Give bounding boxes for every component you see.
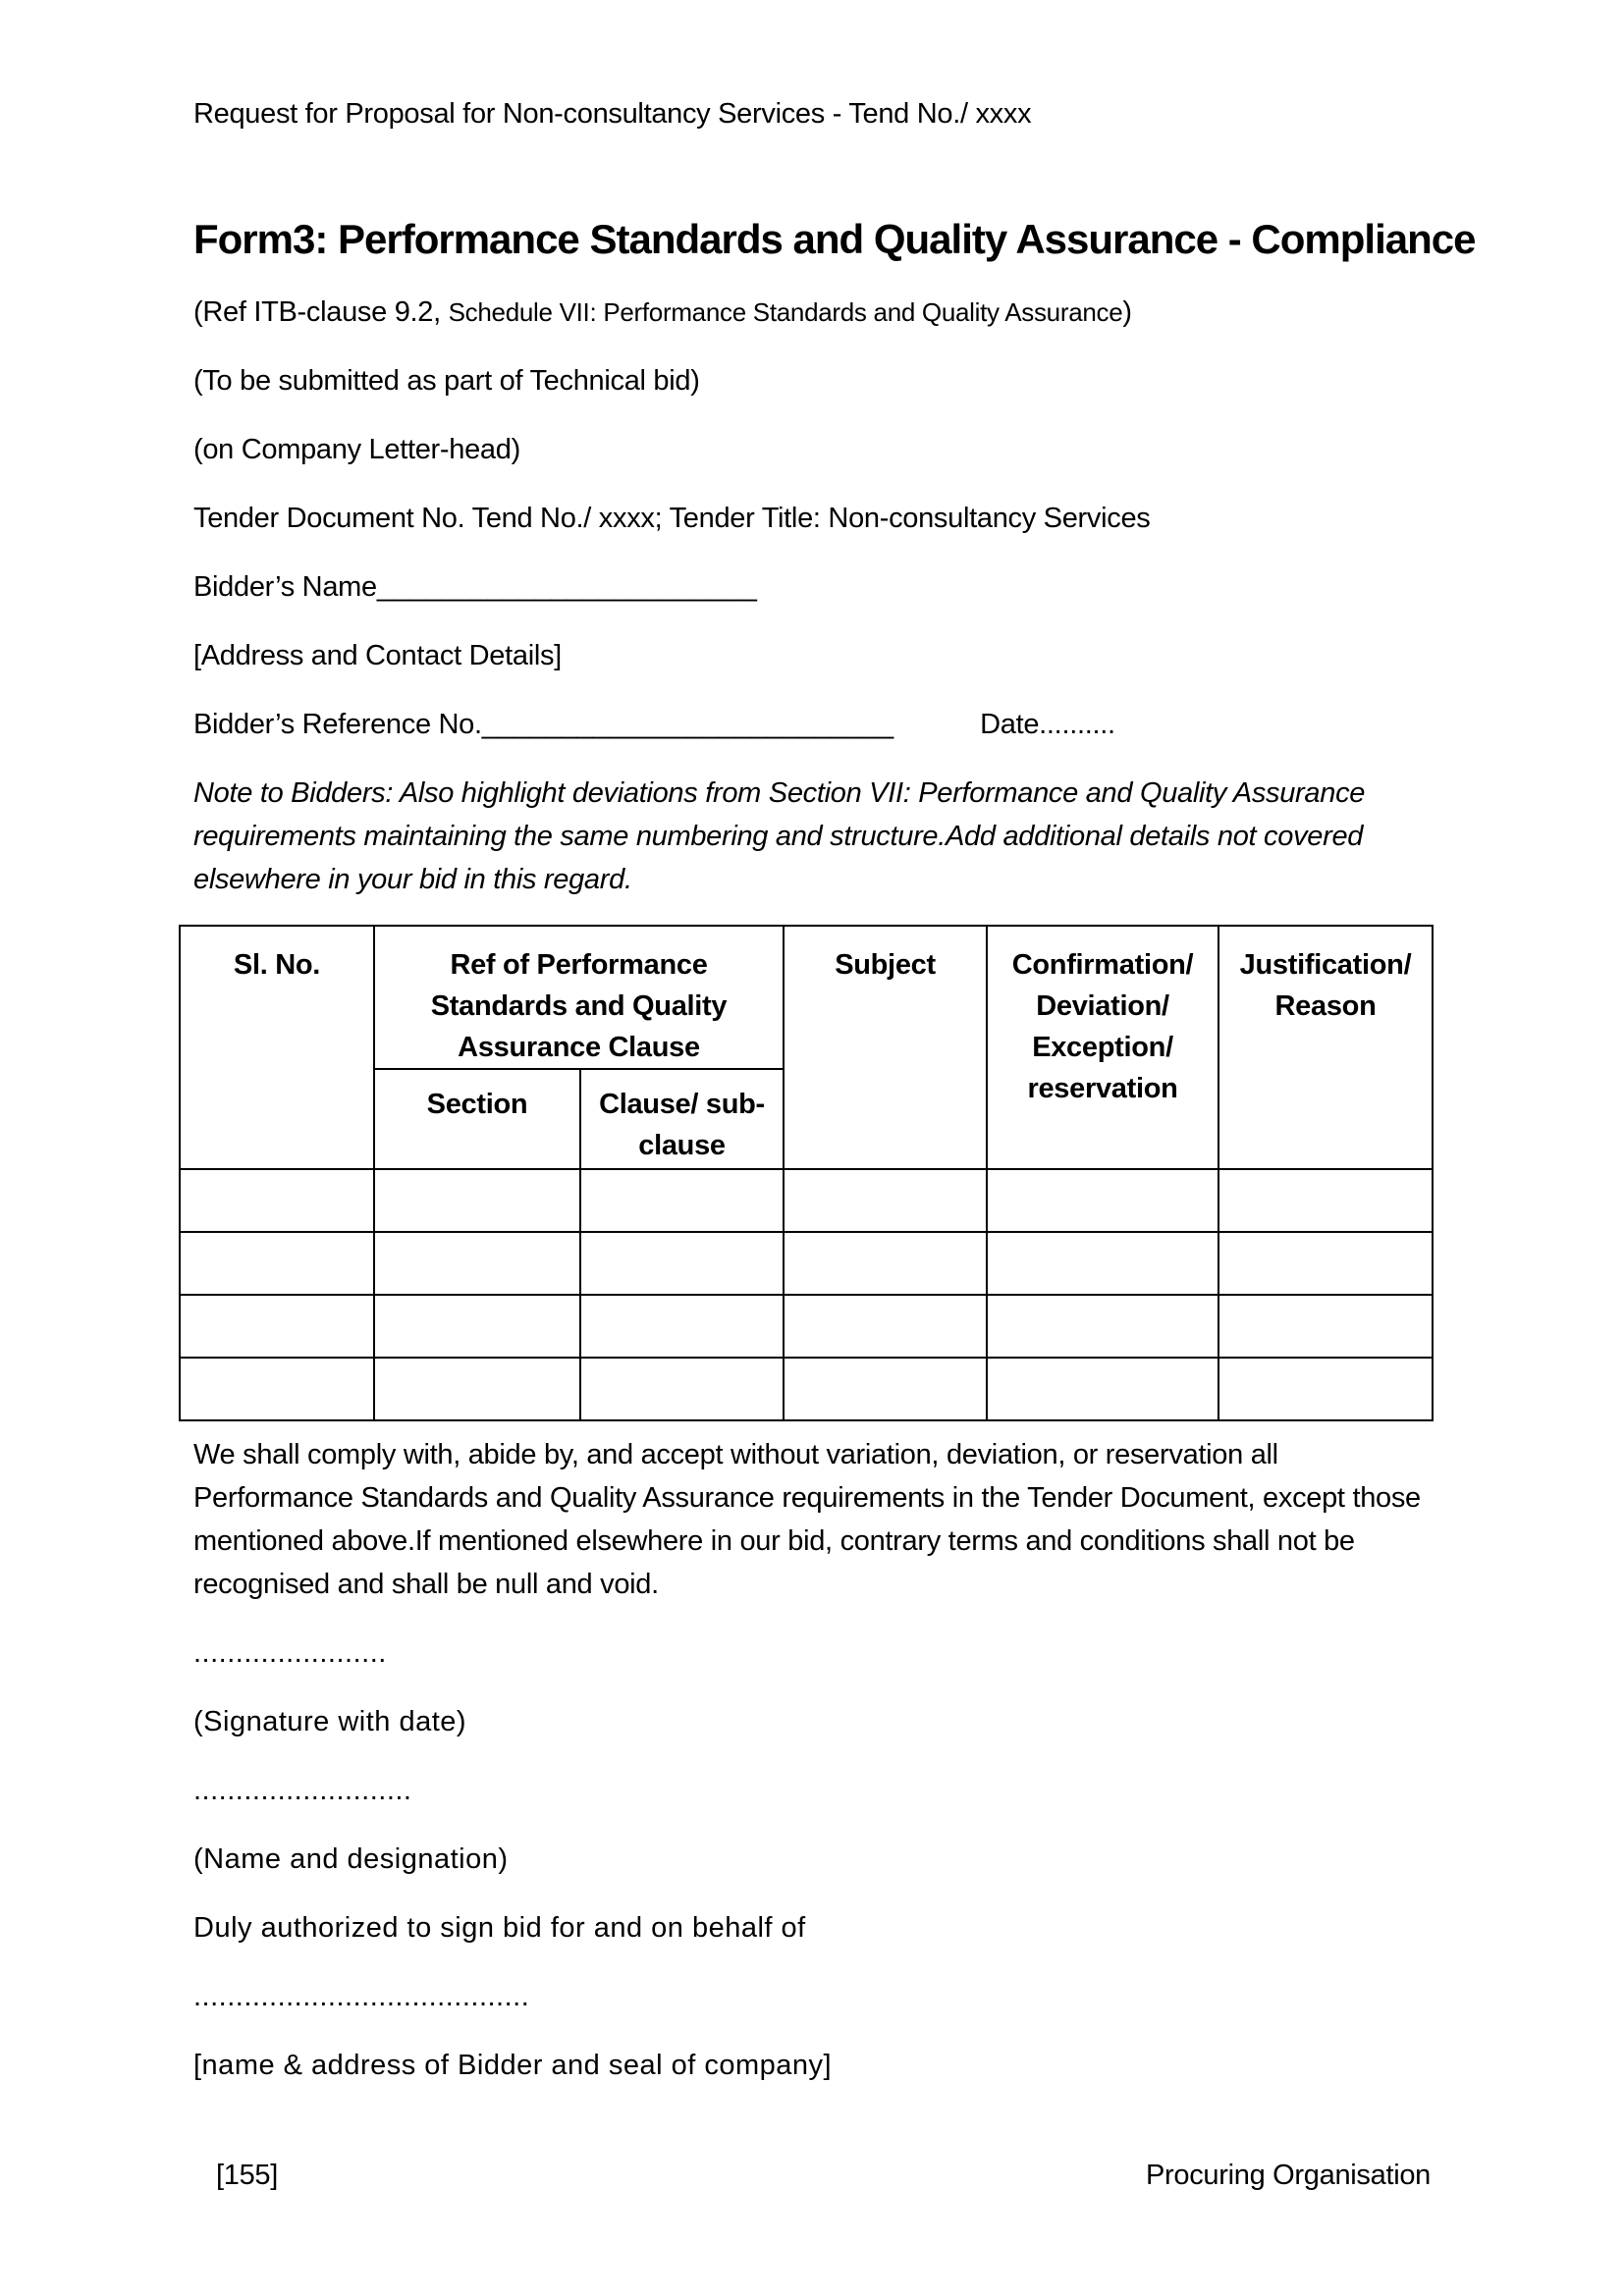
th-clause: Clause/ sub-clause — [580, 1069, 784, 1169]
dotted-line-name: .......................... — [193, 1775, 412, 1806]
table-cell — [987, 1358, 1218, 1420]
ref-clause-schedule: Schedule VII: Performance Standards and Quality Assurance — [448, 297, 1123, 327]
table-cell — [1218, 1169, 1433, 1232]
declaration-paragraph: We shall comply with, abide by, and accept without variation, deviation, or reservation all Performance Standards and Quality Assurance requirements in the Tender Document, except those mentioned above.If mentioned elsewhere in our bid, contrary terms and conditions shall not be recognised and shall be null and void. — [193, 1439, 1421, 1600]
date-label: Date.......... — [980, 709, 1115, 740]
signature-label: (Signature with date) — [193, 1706, 467, 1737]
note-to-bidders: Note to Bidders: Also highlight deviations from Section VII: Performance and Quality Assurance requirements maintaining the same numbering and structure.Add additional details not covered elsewhere in your bid in this regard. — [193, 777, 1366, 895]
th-section: Section — [374, 1069, 580, 1169]
table-cell — [580, 1169, 784, 1232]
company-seal-label: [name & address of Bidder and seal of company] — [193, 2050, 833, 2081]
bidder-name-blank: ________________________ — [376, 571, 757, 603]
reference-line — [193, 703, 1431, 746]
table-cell — [580, 1232, 784, 1295]
table-cell — [987, 1295, 1218, 1358]
name-designation-label: (Name and designation) — [193, 1843, 509, 1875]
table-row — [180, 1358, 1433, 1420]
form-title: Form3: Performance Standards and Quality Assurance - Compliance — [193, 216, 1476, 262]
table-cell — [180, 1232, 374, 1295]
letterhead-note: (on Company Letter-head) — [193, 434, 520, 465]
table-cell — [1218, 1358, 1433, 1420]
authorization-line: Duly authorized to sign bid for and on behalf of — [193, 1912, 806, 1944]
table-row — [180, 1295, 1433, 1358]
compliance-table-body — [180, 1169, 1433, 1420]
footer-organisation: Procuring Organisation — [1146, 2160, 1431, 2191]
th-ref-group: Ref of Performance Standards and Quality Assurance Clause — [374, 926, 784, 1069]
table-cell — [1218, 1295, 1433, 1358]
compliance-table — [179, 925, 1434, 1421]
dotted-line-signature: ....................... — [193, 1637, 387, 1669]
ref-clause-prefix: (Ref ITB-clause 9.2, — [193, 296, 449, 328]
reference-blank: __________________________ — [481, 709, 894, 740]
page-footer — [216, 2158, 1431, 2193]
table-row — [180, 1169, 1433, 1232]
table-cell — [374, 1169, 580, 1232]
footer-page-number: [155] — [216, 2160, 278, 2191]
th-justification: Justification/ Reason — [1218, 926, 1433, 1169]
table-row — [180, 1232, 1433, 1295]
table-cell — [180, 1295, 374, 1358]
table-cell — [987, 1169, 1218, 1232]
submit-note: (To be submitted as part of Technical bid) — [193, 365, 700, 397]
table-cell — [784, 1169, 987, 1232]
ref-clause-suffix: ) — [1122, 296, 1132, 328]
table-cell — [1218, 1232, 1433, 1295]
page-header-text: Request for Proposal for Non-consultancy Services - Tend No./ xxxx — [193, 98, 1032, 130]
table-cell — [784, 1232, 987, 1295]
table-cell — [180, 1358, 374, 1420]
table-cell — [784, 1358, 987, 1420]
address-line: [Address and Contact Details] — [193, 640, 562, 671]
table-cell — [374, 1358, 580, 1420]
table-cell — [374, 1232, 580, 1295]
th-confirmation: Confirmation/ Deviation/ Exception/ reservation — [987, 926, 1218, 1169]
table-cell — [580, 1358, 784, 1420]
bidder-name-line — [193, 565, 1431, 609]
ref-clause-line — [193, 291, 1431, 334]
th-sl-no: Sl. No. — [180, 926, 374, 1169]
reference-label: Bidder’s Reference No. — [193, 709, 482, 740]
table-cell — [180, 1169, 374, 1232]
dotted-line-company: ........................................ — [193, 1981, 530, 2012]
table-cell — [374, 1295, 580, 1358]
table-cell — [987, 1232, 1218, 1295]
th-subject: Subject — [784, 926, 987, 1169]
table-cell — [784, 1295, 987, 1358]
table-cell — [580, 1295, 784, 1358]
bidder-name-label: Bidder’s Name — [193, 571, 377, 603]
tender-line: Tender Document No. Tend No./ xxxx; Tender Title: Non-consultancy Services — [193, 503, 1151, 534]
